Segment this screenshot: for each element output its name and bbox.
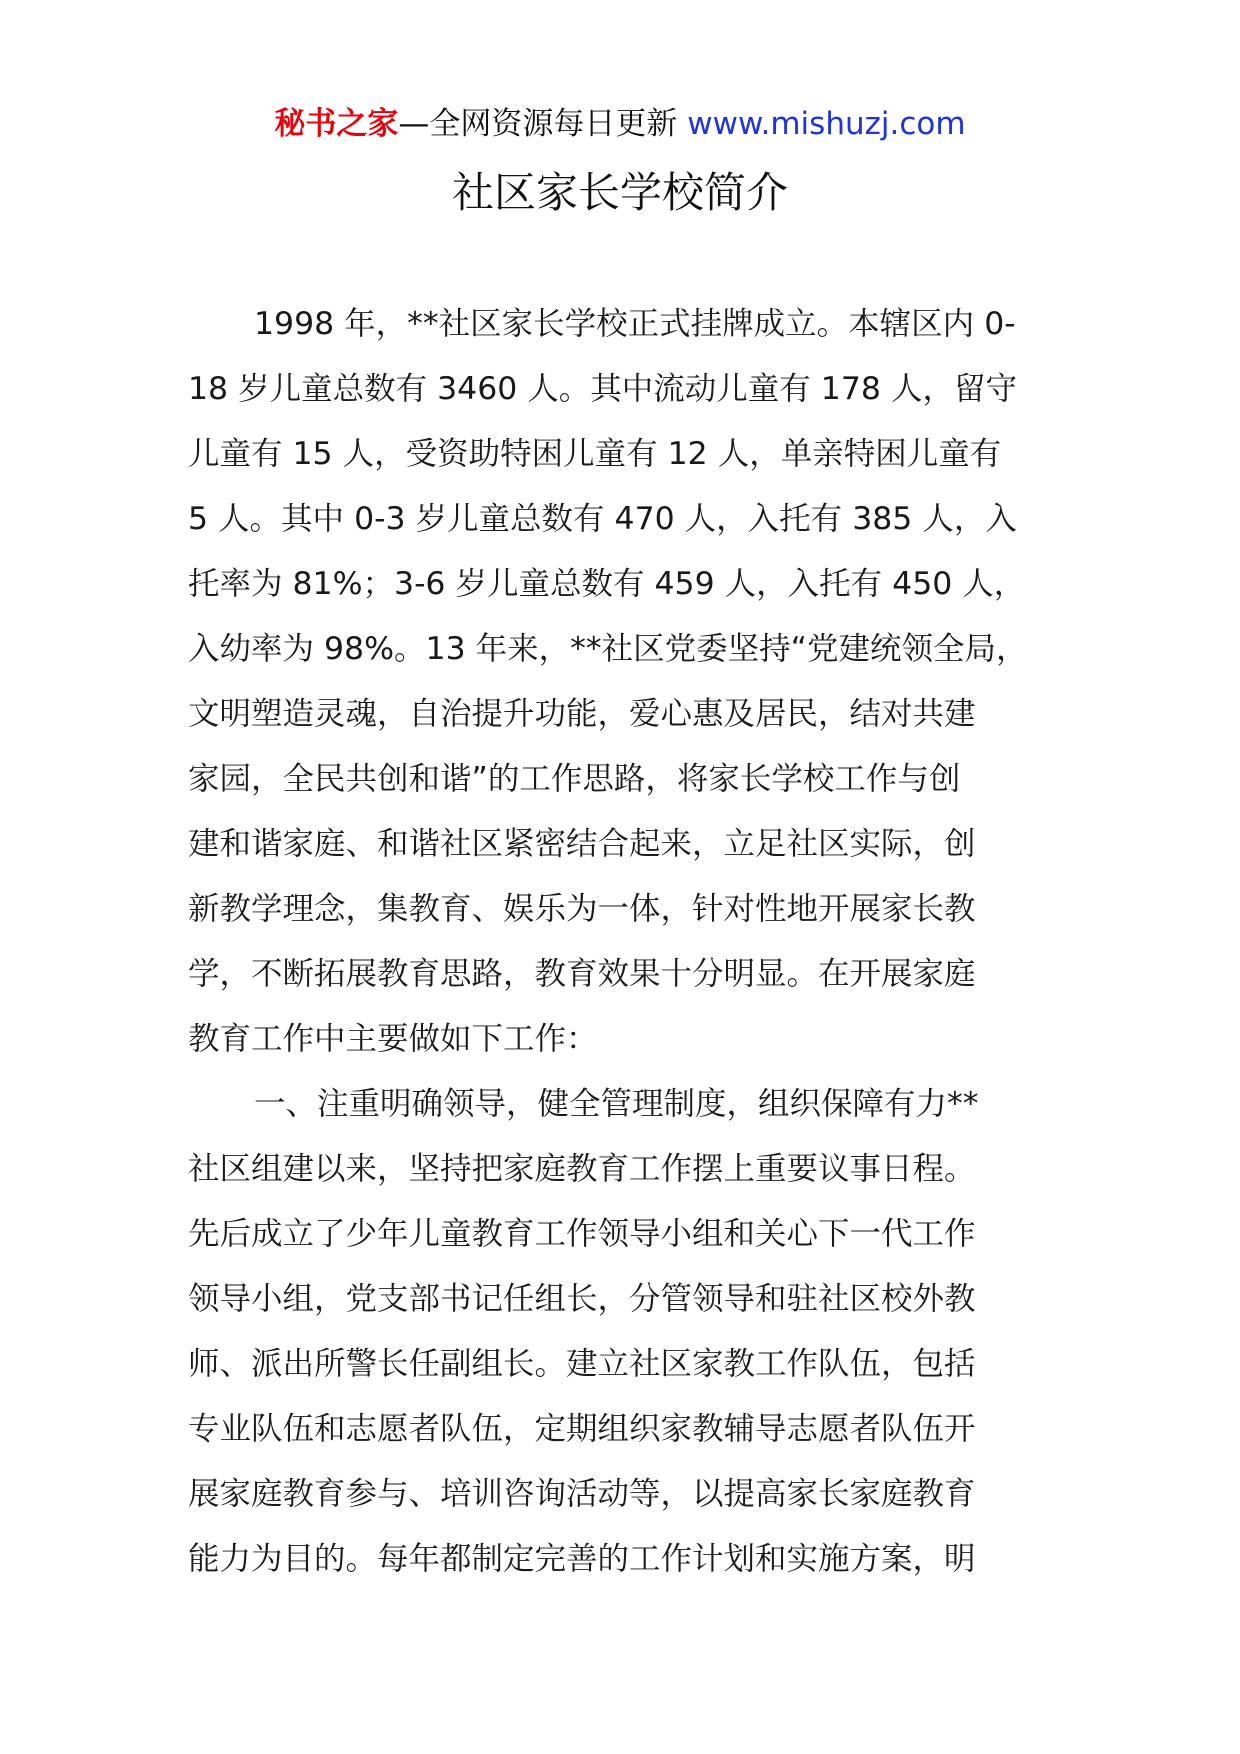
section-heading-line: 一、注重明确领导，健全管理制度，组织保障有力**: [254, 1086, 979, 1122]
document-title: 社区家长学校简介: [451, 168, 788, 217]
body-line: 入幼率为 98%。13 年来，**社区党委坚持“党建统领全局，: [188, 631, 1028, 667]
header-url-link[interactable]: www.mishuzj.com: [687, 106, 966, 142]
body-line: 领导小组，党支部书记任组长，分管领导和驻社区校外教: [188, 1281, 976, 1317]
body-line: 18 岁儿童总数有 3460 人。其中流动儿童有 178 人，留守: [188, 371, 1017, 407]
brand-name: 秘书之家: [274, 106, 399, 142]
body-line: 师、派出所警长任副组长。建立社区家教工作队伍，包括: [188, 1346, 976, 1382]
header-slogan: —全网资源每日更新: [398, 106, 678, 142]
document-body: [188, 292, 1088, 1592]
body-line: 新教学理念，集教育、娱乐为一体，针对性地开展家长教: [188, 891, 976, 927]
body-line: 社区组建以来，坚持把家庭教育工作摆上重要议事日程。: [188, 1151, 976, 1187]
body-line: 专业队伍和志愿者队伍，定期组织家教辅导志愿者队伍开: [188, 1411, 976, 1447]
body-line: 5 人。其中 0-3 岁儿童总数有 470 人，入托有 385 人，入: [188, 501, 1017, 537]
body-line: 家园，全民共创和谐”的工作思路，将家长学校工作与创: [188, 761, 961, 797]
body-line: 文明塑造灵魂，自治提升功能，爱心惠及居民，结对共建: [188, 696, 976, 732]
body-line: 能力为目的。每年都制定完善的工作计划和实施方案，明: [188, 1541, 976, 1577]
body-line: 展家庭教育参与、培训咨询活动等，以提高家长家庭教育: [188, 1476, 976, 1512]
body-line: 建和谐家庭、和谐社区紧密结合起来，立足社区实际，创: [188, 826, 976, 862]
body-line: 教育工作中主要做如下工作：: [188, 1021, 598, 1057]
body-line: 学，不断拓展教育思路，教育效果十分明显。在开展家庭: [188, 956, 976, 992]
body-line: 1998 年，**社区家长学校正式挂牌成立。本辖区内 0-: [254, 306, 1016, 342]
site-header-banner: [0, 100, 1240, 148]
body-line: 托率为 81%；3-6 岁儿童总数有 459 人，入托有 450 人，: [188, 566, 1026, 602]
body-line: 儿童有 15 人，受资助特困儿童有 12 人，单亲特困儿童有: [188, 436, 1002, 472]
body-line: 先后成立了少年儿童教育工作领导小组和关心下一代工作: [188, 1216, 976, 1252]
